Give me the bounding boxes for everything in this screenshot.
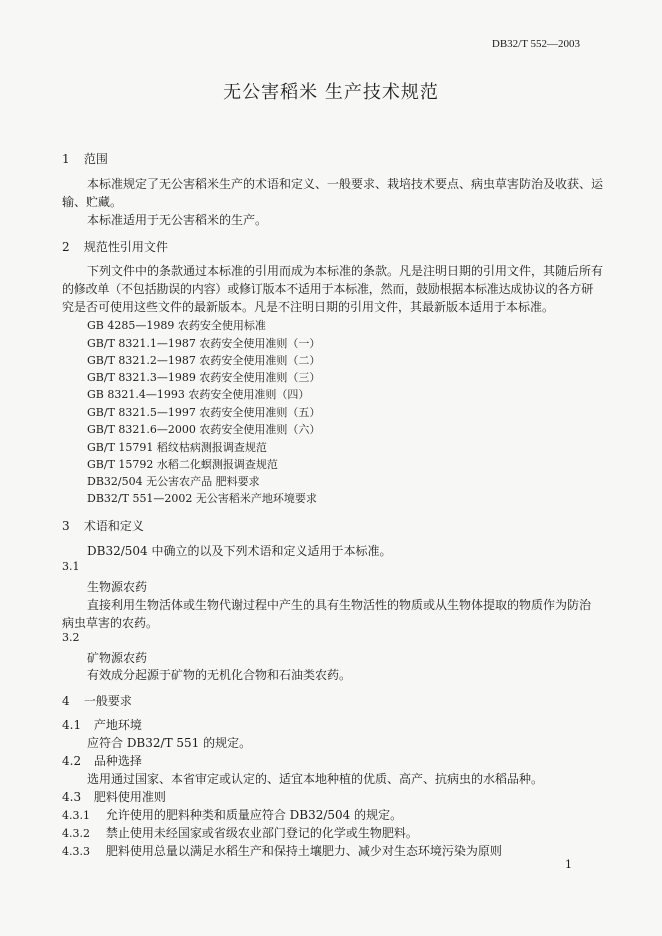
clause-line xyxy=(62,842,502,859)
clause-number: 4.3.2 xyxy=(62,827,90,840)
page-number: 1 xyxy=(565,858,572,871)
section-intro: DB32/504 中确立的以及下列术语和定义适用于本标准。 xyxy=(87,544,392,558)
section-number: 3 xyxy=(62,519,70,533)
term-number: 3.1 xyxy=(62,560,80,573)
section-number: 1 xyxy=(62,152,70,166)
reference-item: GB 8321.4—1993 农药安全使用准则（四） xyxy=(87,388,310,401)
subsection-heading xyxy=(62,752,142,769)
section-4-heading xyxy=(62,692,132,709)
term-number: 3.2 xyxy=(62,631,80,644)
subsection-title: 肥料使用准则 xyxy=(93,790,166,804)
section-2-heading xyxy=(62,238,168,255)
reference-item: GB/T 8321.2—1987 农药安全使用准则（二） xyxy=(87,354,321,367)
clause-line xyxy=(62,824,418,841)
paragraph-line: 究是否可使用这些文件的最新版本。凡是不注明日期的引用文件，其最新版本适用于本标准。 xyxy=(62,300,555,314)
paragraph-line: 输、贮藏。 xyxy=(62,195,123,209)
term-name: 生物源农药 xyxy=(87,580,148,594)
reference-item: DB32/T 551—2002 无公害稻米产地环境要求 xyxy=(87,492,317,505)
standard-number: DB32/T 552—2003 xyxy=(491,38,580,50)
paragraph-line: 下列文件中的条款通过本标准的引用而成为本标准的条款。凡是注明日期的引用文件，其随后所有 xyxy=(87,264,604,278)
term-definition: 直接利用生物活体或生物代谢过程中产生的具有生物活性的物质或从生物体提取的物质作为防治 xyxy=(87,598,592,612)
paragraph-line: 的修改单（不包括勘误的内容）或修订版本不适用于本标准，然而，鼓励根据本标准达成协议的各方研 xyxy=(62,282,594,296)
clause-text: 肥料使用总量以满足水稻生产和保持土壤肥力、减少对生态环境污染为原则 xyxy=(105,844,502,858)
subsection-text: 选用通过国家、本省审定或认定的、适宜本地种植的优质、高产、抗病虫的水稻品种。 xyxy=(87,772,544,786)
clause-text: 禁止使用未经国家或省级农业部门登记的化学或生物肥料。 xyxy=(105,826,418,840)
section-1-heading xyxy=(62,150,108,167)
section-title: 一般要求 xyxy=(83,694,132,708)
subsection-heading xyxy=(62,788,166,805)
subsection-heading xyxy=(62,716,142,733)
reference-item: GB/T 15791 稻纹枯病测报调查规范 xyxy=(87,441,267,454)
reference-item: DB32/504 无公害农产品 肥料要求 xyxy=(87,475,260,488)
term-definition: 病虫草害的农药。 xyxy=(62,616,159,630)
subsection-number: 4.1 xyxy=(62,718,82,732)
paragraph-line: 本标准适用于无公害稻米的生产。 xyxy=(87,213,268,227)
subsection-number: 4.3 xyxy=(62,790,82,804)
subsection-text: 应符合 DB32/T 551 的规定。 xyxy=(87,736,252,750)
reference-item: GB/T 8321.5—1997 农药安全使用准则（五） xyxy=(87,406,321,419)
document-title: 无公害稻米 生产技术规范 xyxy=(223,82,439,103)
reference-item: GB 4285—1989 农药安全使用标准 xyxy=(87,319,266,332)
subsection-title: 产地环境 xyxy=(93,718,142,732)
reference-item: GB/T 8321.1—1987 农药安全使用准则（一） xyxy=(87,337,321,350)
section-title: 规范性引用文件 xyxy=(83,240,168,254)
clause-number: 4.3.1 xyxy=(62,809,90,822)
section-number: 4 xyxy=(62,694,70,708)
paragraph-line: 本标准规定了无公害稻米生产的术语和定义、一般要求、栽培技术要点、病虫草害防治及收获、运 xyxy=(87,177,604,191)
subsection-title: 品种选择 xyxy=(93,754,142,768)
section-title: 范围 xyxy=(83,152,108,166)
reference-item: GB/T 8321.3—1989 农药安全使用准则（三） xyxy=(87,371,321,384)
subsection-number: 4.2 xyxy=(62,754,82,768)
term-name: 矿物源农药 xyxy=(87,651,148,665)
section-3-heading xyxy=(62,517,144,534)
term-definition: 有效成分起源于矿物的无机化合物和石油类农药。 xyxy=(87,668,352,682)
reference-item: GB/T 15792 水稻二化螟测报调查规范 xyxy=(87,458,278,471)
section-number: 2 xyxy=(62,240,70,254)
section-title: 术语和定义 xyxy=(83,519,144,533)
clause-text: 允许使用的肥料种类和质量应符合 DB32/504 的规定。 xyxy=(105,808,403,822)
clause-line xyxy=(62,806,402,823)
clause-number: 4.3.3 xyxy=(62,845,90,858)
reference-item: GB/T 8321.6—2000 农药安全使用准则（六） xyxy=(87,423,321,436)
